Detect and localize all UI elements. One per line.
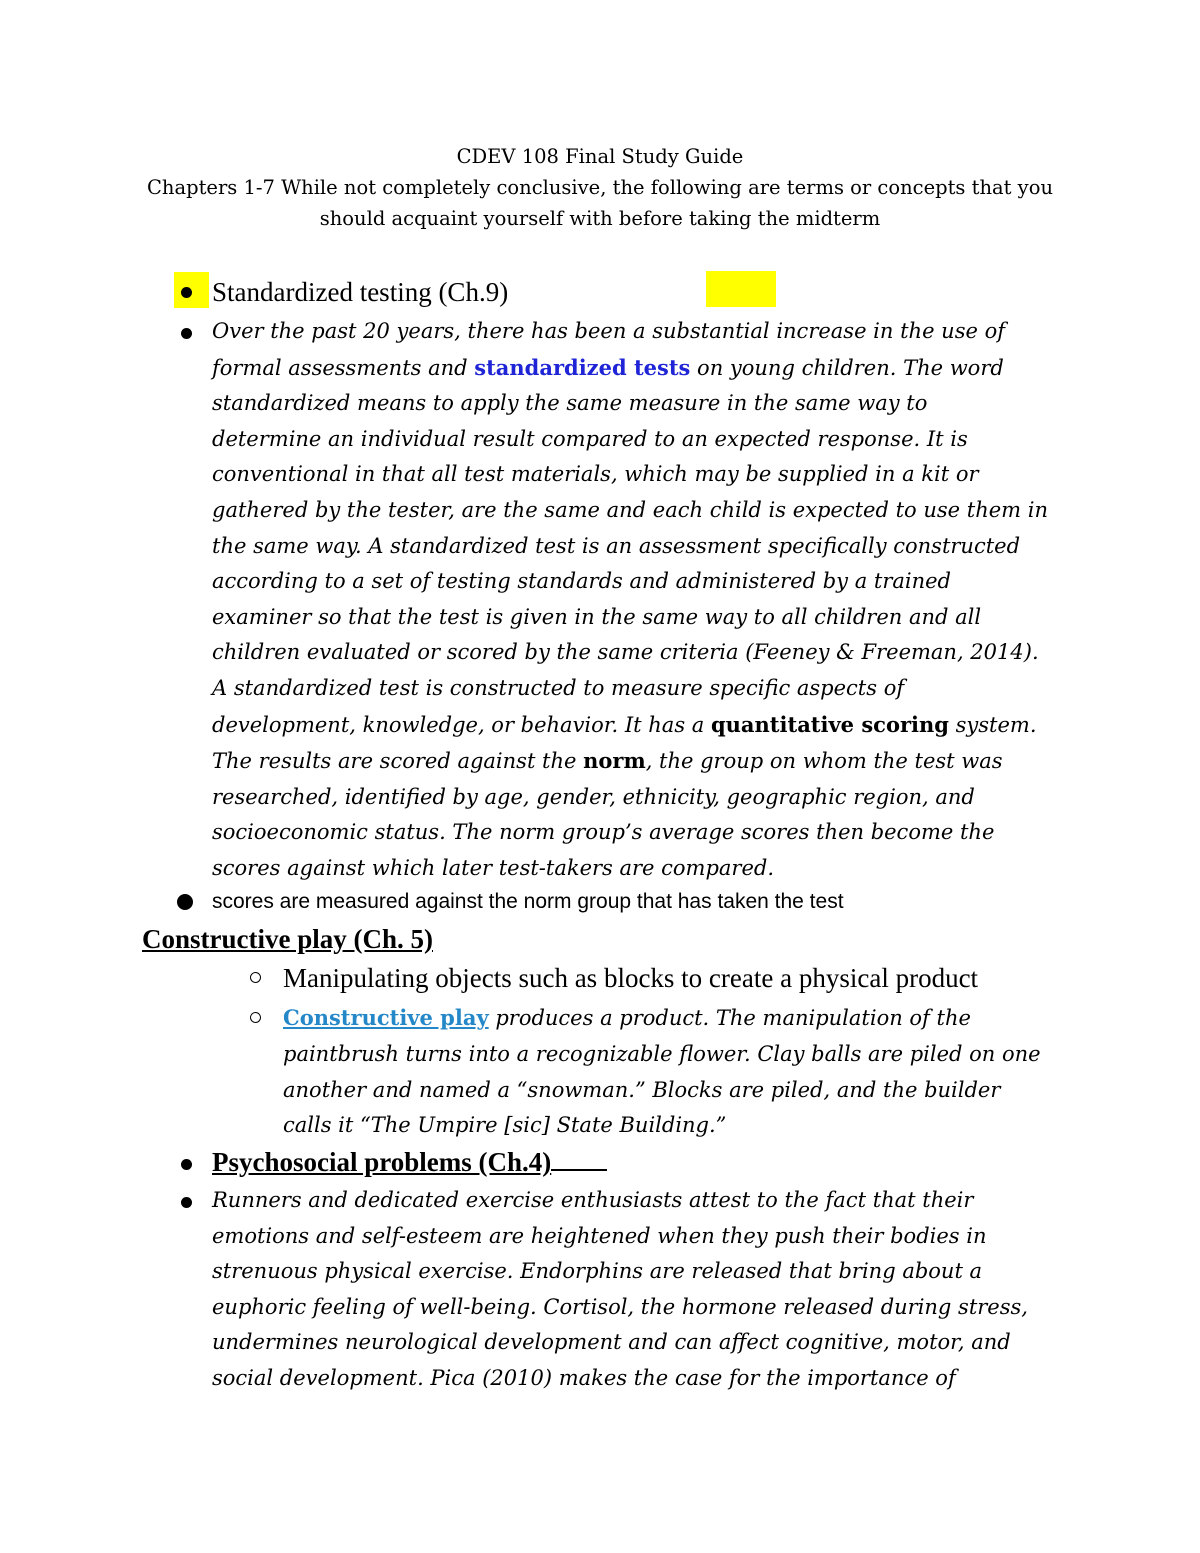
paragraph-standardized-testing: Over the past 20 years, there has been a substantial increase in the use of formal assessments and standardized tests on young children. The word standardized means to apply the same measure in the same way to determine an individual result compared to an expected response. It is conventional in that all test materials, which may be supplied in a kit or gathered by the tester, are the same and each child is expected to use them in the same way. A standardized test is an assessment specifically constructed according to a set of testing standards and administered by a trained examiner so that the test is given in the same way to all children and all children evaluated or scored by the same criteria (Feeney & Freeman, 2014). A standardized test is constructed to measure specific aspects of development, knowledge, or behavior. It has a quantitative scoring system. The results are scored against the norm, the group on whom the test was researched, identified by age, gender, ethnicity, geographic region, and socioeconomic status. The norm group’s average scores then become the scores against which later test-takers are compared.: [212, 319, 1048, 880]
item-heading-psychosocial-problems: Psychosocial problems (Ch.4): [212, 1144, 607, 1180]
paragraph-constructive-play: Constructive play produces a product. The manipulation of the paintbrush turns into a recognizable flower. Clay balls are piled on one another and named a “snowman.” Blocks are piled, and the builder calls it “The Umpire [sic] State Building.”: [283, 1005, 1041, 1138]
term-norm: norm: [583, 748, 646, 774]
bullet-icon: [181, 1159, 192, 1170]
hollow-bullet-icon: [250, 972, 261, 983]
sub-item-manipulating-objects: Manipulating objects such as blocks to create a physical product: [283, 963, 979, 993]
subtitle-line-2: should acquaint yourself with before taking the midterm: [319, 207, 881, 230]
term-quantitative-scoring: quantitative scoring: [710, 711, 949, 737]
term-standardized-tests: standardized tests: [474, 354, 691, 380]
constructive-play-link[interactable]: Constructive play: [283, 1005, 489, 1030]
hollow-bullet-icon: [250, 1012, 261, 1023]
item-heading-standardized-testing: Standardized testing (Ch.9): [212, 277, 509, 307]
subtitle-line-1: Chapters 1-7 While not completely conclusive, the following are terms or concepts that you: [147, 176, 1053, 199]
paragraph-psychosocial-problems: Runners and dedicated exercise enthusiasts attest to the fact that their emotions and self-esteem are heightened when they push their bodies in strenuous physical exercise. Endorphins are released that bring about a euphoric feeling of well-being. Cortisol, the hormone released during stress, undermines neurological development and can affect cognitive, motor, and social development. Pica (2010) makes the case for the importance of: [212, 1188, 1028, 1390]
bullet-icon: [181, 287, 192, 298]
bullet-icon: [181, 328, 192, 339]
document-subtitle: [120, 172, 1080, 234]
note-norm-group: scores are measured against the norm group that has taken the test: [212, 890, 844, 913]
section-heading-constructive-play: Constructive play (Ch. 5): [142, 924, 433, 954]
yellow-highlight-box: [706, 271, 776, 307]
document-title: CDEV 108 Final Study Guide: [456, 145, 744, 168]
underline-tail: [551, 1147, 607, 1171]
bullet-icon: [181, 1197, 192, 1208]
bullet-icon: [177, 894, 193, 910]
